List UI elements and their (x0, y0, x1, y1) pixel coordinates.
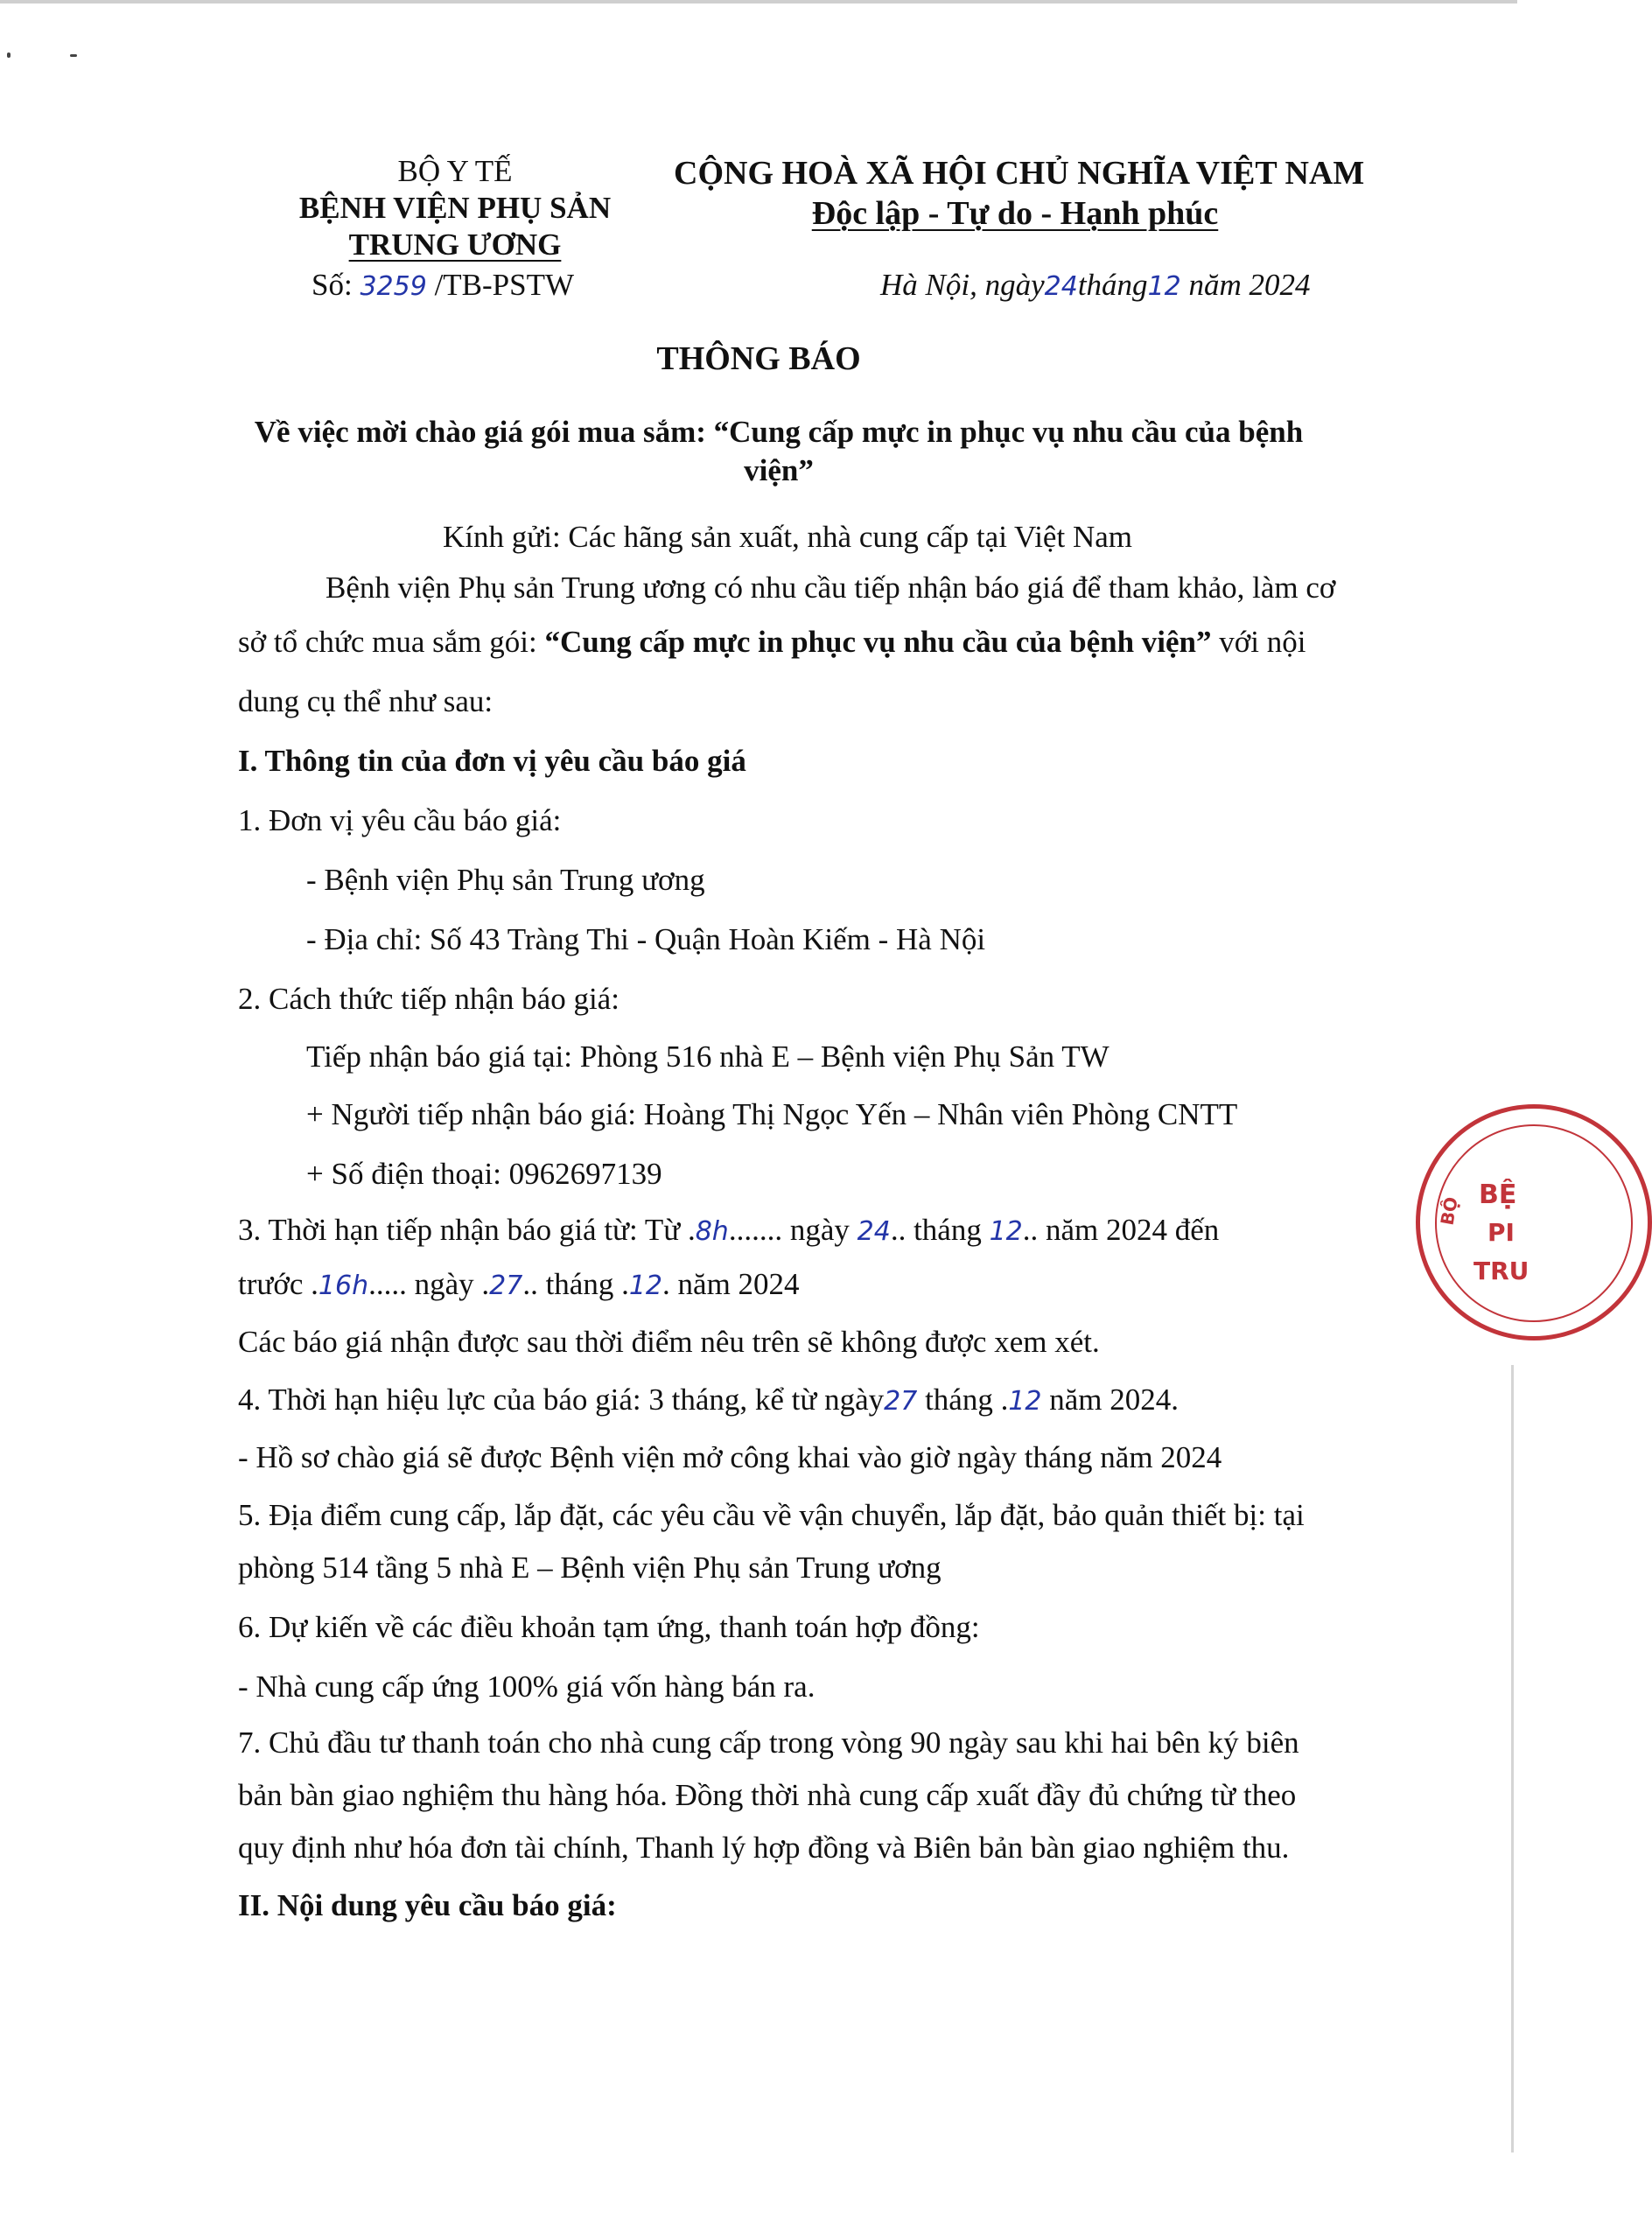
subject-line1: Về việc mời chào giá gói mua sắm: “Cung cấp mực in phục vụ nhu cầu của bệnh (254, 415, 1304, 449)
date-prefix: Hà Nội, ngày (880, 268, 1045, 302)
official-seal-inner-ring (1435, 1124, 1633, 1322)
intro-line2-post: với nội (1211, 625, 1306, 659)
item4-day-handwritten: 27 (884, 1386, 918, 1417)
item2-phone: + Số điện thoại: 0962697139 (306, 1157, 662, 1191)
item4-note: - Hồ sơ chào giá sẽ được Bệnh viện mở công khai vào giờ ngày tháng năm 2024 (238, 1440, 1222, 1474)
intro-line3: dung cụ thể như sau: (238, 684, 494, 718)
intro-line2-pre: sở tổ chức mua sắm gói: (238, 625, 545, 659)
section2-heading: II. Nội dung yêu cầu báo giá: (238, 1888, 617, 1922)
scan-right-edge (1511, 1365, 1514, 2152)
item6: 6. Dự kiến về các điều khoản tạm ứng, thanh toán hợp đồng: (238, 1610, 980, 1644)
item2-location: Tiếp nhận báo giá tại: Phòng 516 nhà E – Bệnh viện Phụ Sản TW (306, 1040, 1110, 1074)
document-number (312, 268, 574, 303)
document-date (880, 268, 1311, 303)
item3-end-day-handwritten: 27 (489, 1270, 523, 1301)
item3-start-hour-handwritten: 8h (695, 1216, 729, 1247)
document-title: THÔNG BÁO (656, 340, 861, 377)
document-number-suffix: /TB-PSTW (426, 268, 575, 302)
intro-line1: Bệnh viện Phụ sản Trung ương có nhu cầu tiếp nhận báo giá để tham khảo, làm cơ (326, 570, 1336, 605)
intro-line2 (238, 623, 1306, 662)
item3-text: . năm 2024 (662, 1267, 800, 1301)
subject-line2: viện” (744, 453, 814, 487)
date-month-label: tháng (1077, 268, 1148, 302)
document-number-handwritten: 3259 (360, 271, 427, 302)
item3-text: .. tháng . (522, 1267, 629, 1301)
item4-text: 4. Thời hạn hiệu lực của báo giá: 3 tháng, kể từ ngày (238, 1382, 885, 1417)
item7-line1: 7. Chủ đầu tư thanh toán cho nhà cung cấp trong vòng 90 ngày sau khi hai bên ký biên (238, 1726, 1299, 1760)
item3-note: Các báo giá nhận được sau thời điểm nêu trên sẽ không được xem xét. (238, 1325, 1100, 1359)
ministry-name: BỘ Y TẾ (397, 154, 513, 188)
item4-text: năm 2024. (1041, 1382, 1180, 1417)
section1-heading: I. Thông tin của đơn vị yêu cầu báo giá (238, 744, 746, 778)
item3-end-month-handwritten: 12 (628, 1270, 663, 1301)
seal-text-line3: TRU (1474, 1256, 1530, 1285)
item1-hospital: - Bệnh viện Phụ sản Trung ương (306, 863, 705, 897)
item4 (238, 1381, 1179, 1421)
package-name: “Cung cấp mực in phục vụ nhu cầu của bệnh viện” (544, 625, 1212, 659)
seal-side-text: BỘ (1436, 1195, 1462, 1227)
item5-line2: phòng 514 tầng 5 nhà E – Bệnh viện Phụ sản Trung ương (238, 1550, 942, 1585)
item5-line1: 5. Địa điểm cung cấp, lắp đặt, các yêu cầu về vận chuyển, lắp đặt, bảo quản thiết bị: tại (238, 1498, 1305, 1532)
item3-text: ....... ngày (728, 1213, 858, 1247)
item3-line1 (238, 1211, 1219, 1251)
seal-text-line2: PI (1488, 1218, 1515, 1247)
item3-end-hour-handwritten: 16h (318, 1270, 369, 1301)
item3-text: trước . (238, 1267, 318, 1301)
item3-text: ..... ngày . (368, 1267, 490, 1301)
recipient-line: Kính gửi: Các hãng sản xuất, nhà cung cấp tại Việt Nam (443, 520, 1132, 554)
item2-contact-person: + Người tiếp nhận báo giá: Hoàng Thị Ngọc Yến – Nhân viên Phòng CNTT (306, 1097, 1238, 1131)
item3-text: .. năm 2024 đến (1022, 1213, 1220, 1247)
item7-line2: bản bàn giao nghiệm thu hàng hóa. Đồng thời nhà cung cấp xuất đầy đủ chứng từ theo (238, 1778, 1297, 1812)
item4-text: tháng . (917, 1382, 1009, 1417)
item3-text: 3. Thời hạn tiếp nhận báo giá từ: Từ . (238, 1213, 696, 1247)
document-number-prefix: Số: (312, 268, 360, 302)
scan-top-edge (0, 0, 1517, 4)
date-suffix: năm 2024 (1180, 268, 1311, 302)
seal-text-line1: BỆ (1479, 1180, 1517, 1210)
item3-start-month-handwritten: 12 (989, 1216, 1023, 1247)
item1-address: - Địa chỉ: Số 43 Tràng Thi - Quận Hoàn Kiếm - Hà Nội (306, 922, 986, 956)
country-name: CỘNG HOÀ XÃ HỘI CHỦ NGHĨA VIỆT NAM (674, 155, 1365, 192)
item3-start-day-handwritten: 24 (857, 1216, 891, 1247)
item3-line2 (238, 1265, 800, 1306)
scan-speck (70, 54, 77, 57)
item3-text: .. tháng (890, 1213, 990, 1247)
national-motto (674, 194, 1356, 233)
item7-line3: quy định như hóa đơn tài chính, Thanh lý hợp đồng và Biên bản bàn giao nghiệm thu. (238, 1830, 1290, 1865)
date-day-handwritten: 24 (1044, 271, 1078, 302)
national-motto-text: Độc lập - Tự do - Hạnh phúc (811, 195, 1219, 232)
hospital-name-line2 (262, 228, 648, 262)
hospital-name-line2-text: TRUNG ƯƠNG (348, 228, 562, 262)
item1: 1. Đơn vị yêu cầu báo giá: (238, 803, 562, 837)
item4-month-handwritten: 12 (1008, 1386, 1042, 1417)
hospital-name-line1: BỆNH VIỆN PHỤ SẢN (298, 191, 612, 225)
item6-advance: - Nhà cung cấp ứng 100% giá vốn hàng bán ra. (238, 1670, 816, 1704)
scan-speck (7, 52, 10, 58)
date-month-handwritten: 12 (1147, 271, 1181, 302)
item2: 2. Cách thức tiếp nhận báo giá: (238, 982, 620, 1016)
